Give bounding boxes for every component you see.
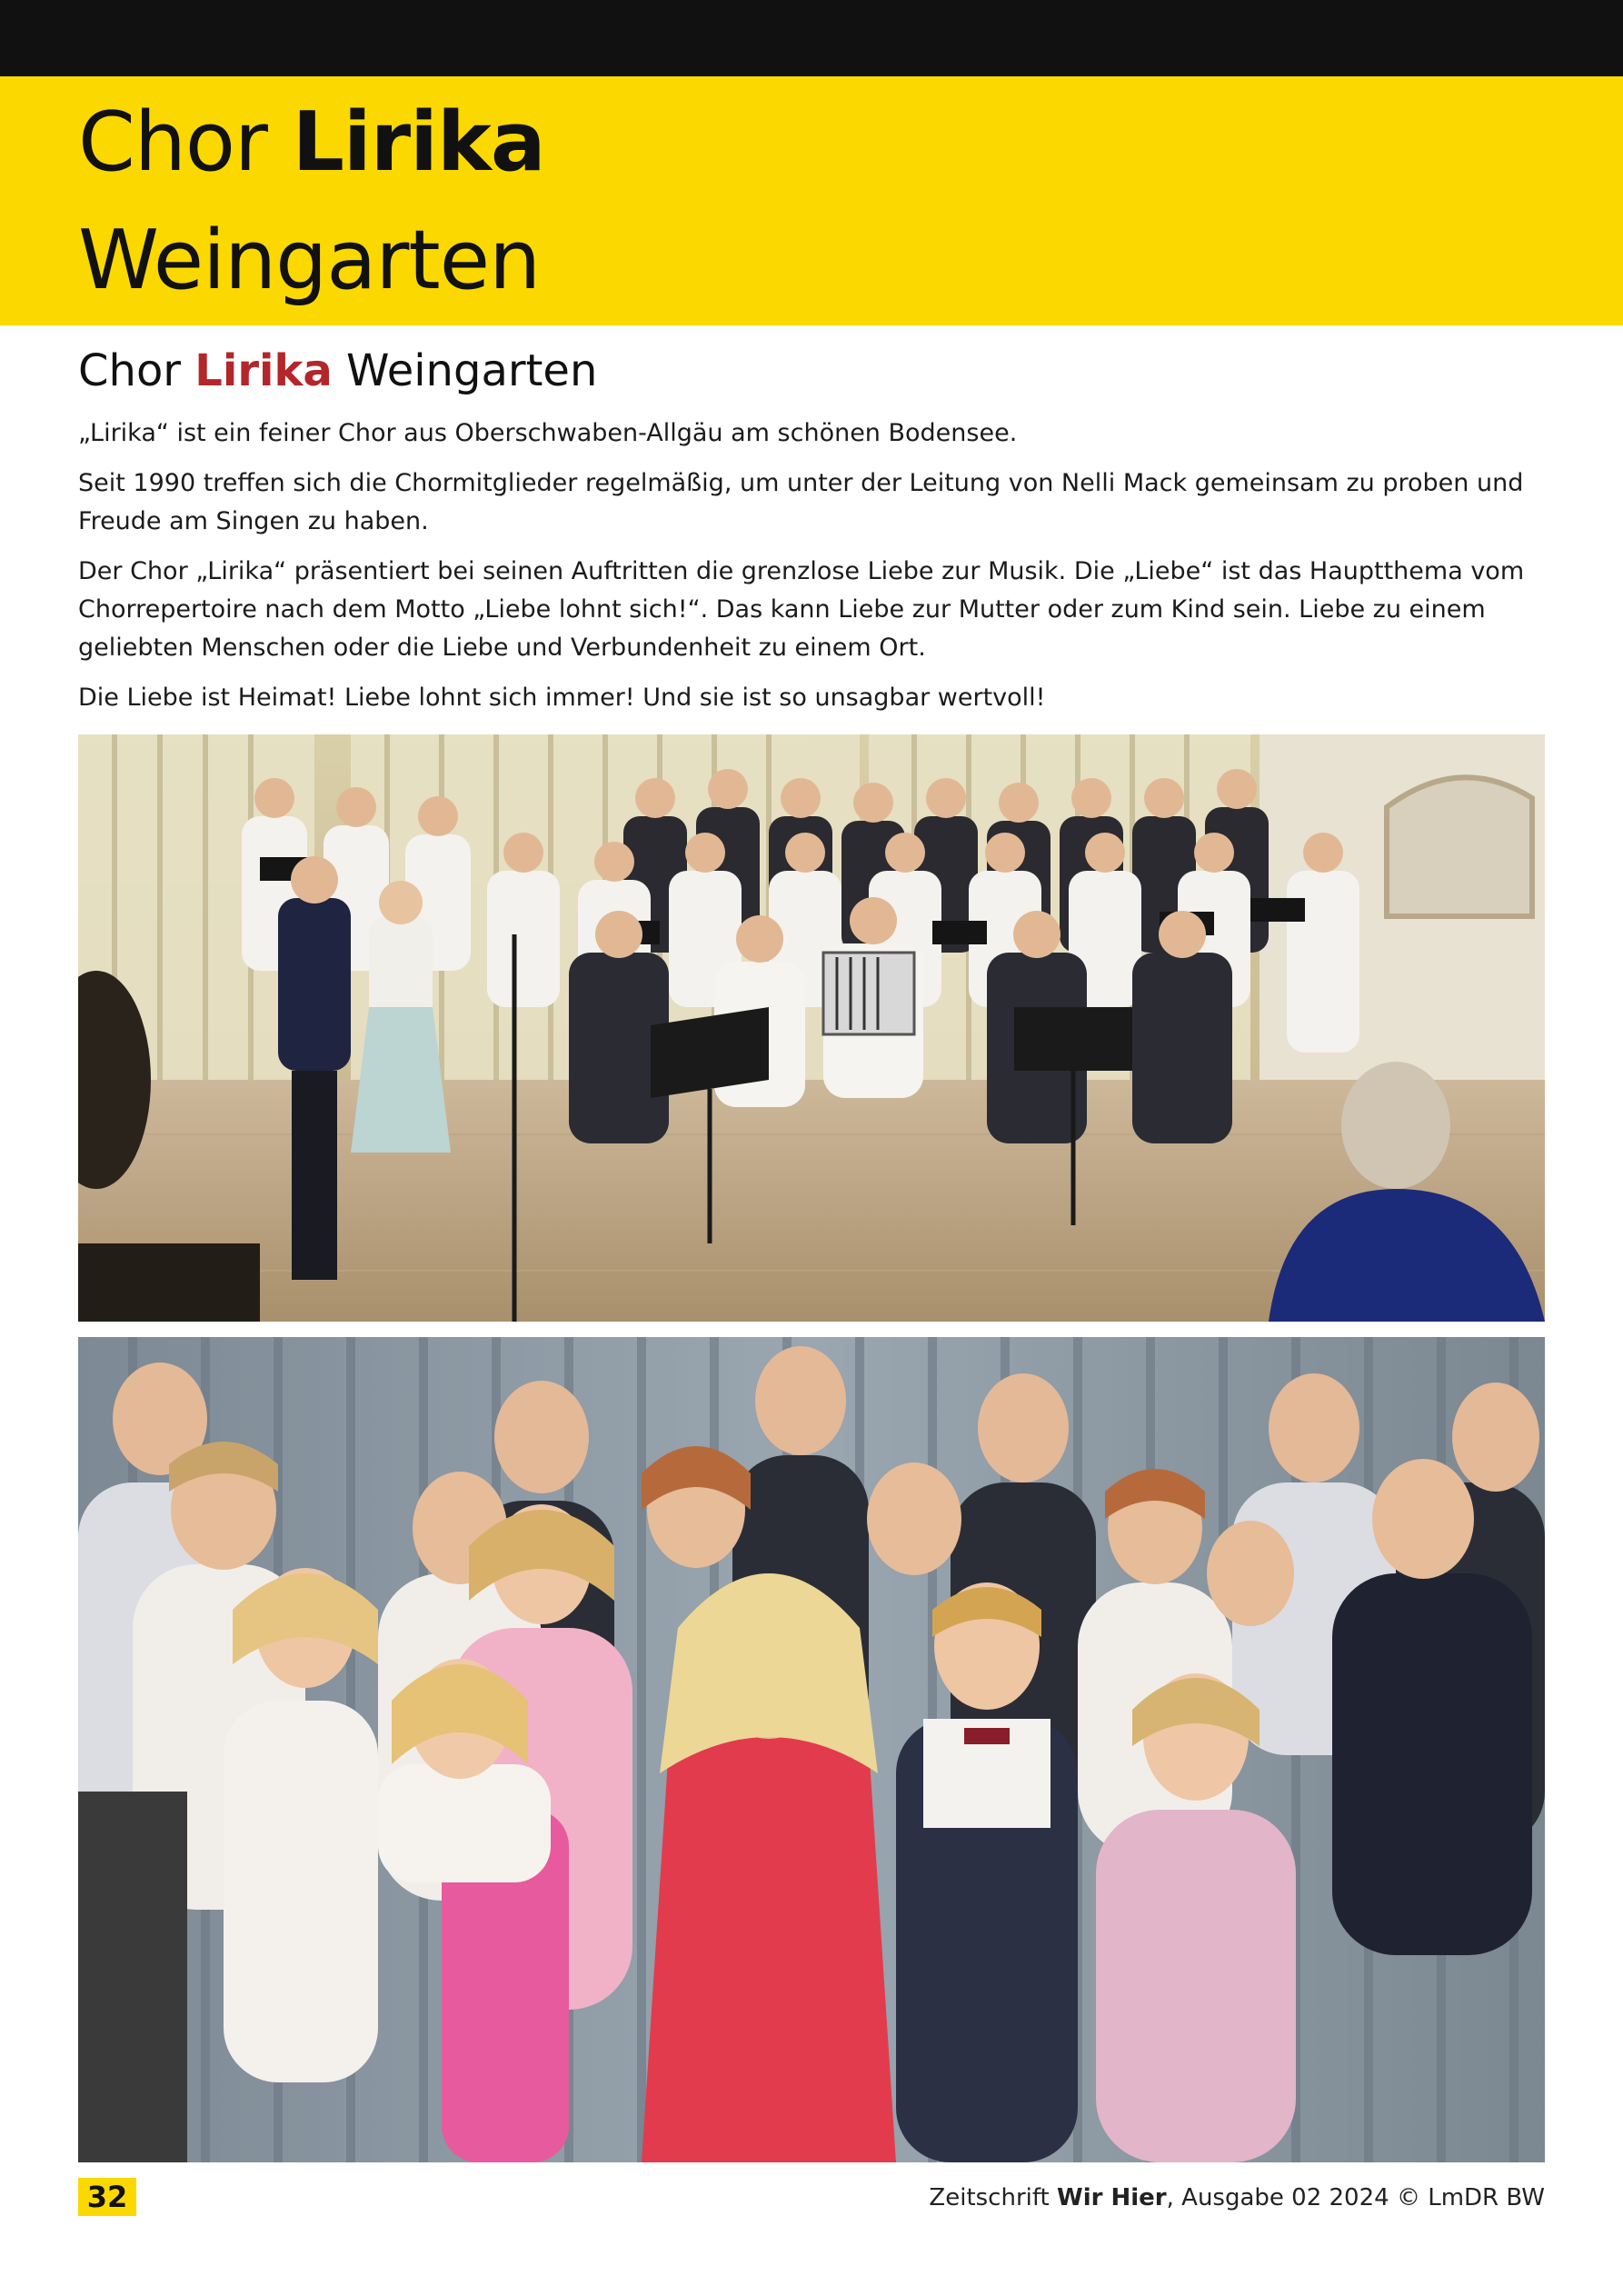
paragraph: Die Liebe ist Heimat! Liebe lohnt sich immer! Und sie ist so unsagbar wertvoll! (78, 684, 1046, 712)
paragraph: „Lirika“ ist ein feiner Chor aus Oberschwaben-Allgäu am schönen Bodensee. (78, 419, 1018, 447)
choir-stage-illustration (78, 734, 1545, 1322)
article-body (78, 414, 1532, 729)
page-number: 32 (78, 2178, 136, 2216)
title-banner (0, 76, 1623, 325)
paragraph: Der Chor „Lirika“ präsentiert bei seinen Auftritten die grenzlose Liebe zur Musik. Die „Liebe“ ist das Hauptthema vom Chorrepertoire nach dem Motto „Liebe lohnt sich!“. Das kann Liebe zur Mutter oder zum Kind sein. Liebe zu einem geliebten Menschen oder die Liebe und Verbundenheit zu einem Ort. (78, 557, 1525, 662)
paragraph: Seit 1990 treffen sich die Chormitglieder regelmäßig, um unter der Leitung von Nelli Mack gemeinsam zu proben und Freude am Singen zu haben. (78, 469, 1524, 535)
footer-issue: , Ausgabe 02 2024 © LmDR BW (1166, 2184, 1545, 2211)
group-portrait-illustration (78, 1337, 1545, 2162)
heading-post: Weingarten (332, 345, 598, 396)
footer-magazine-name: Wir Hier (1057, 2184, 1167, 2211)
publication-footer (929, 2180, 1545, 2216)
heading-accent: Lirika (194, 345, 333, 396)
banner-title-line2: Weingarten (78, 213, 541, 308)
banner-title-regular: Chor (78, 95, 293, 190)
article-heading (78, 342, 597, 400)
heading-pre: Chor (78, 345, 195, 396)
choir-stage-photo (78, 734, 1545, 1322)
top-bar (0, 0, 1623, 76)
footer-pre: Zeitschrift (929, 2184, 1058, 2211)
banner-title (78, 84, 545, 320)
banner-title-bold: Lirika (292, 95, 545, 190)
group-portrait-photo (78, 1337, 1545, 2162)
